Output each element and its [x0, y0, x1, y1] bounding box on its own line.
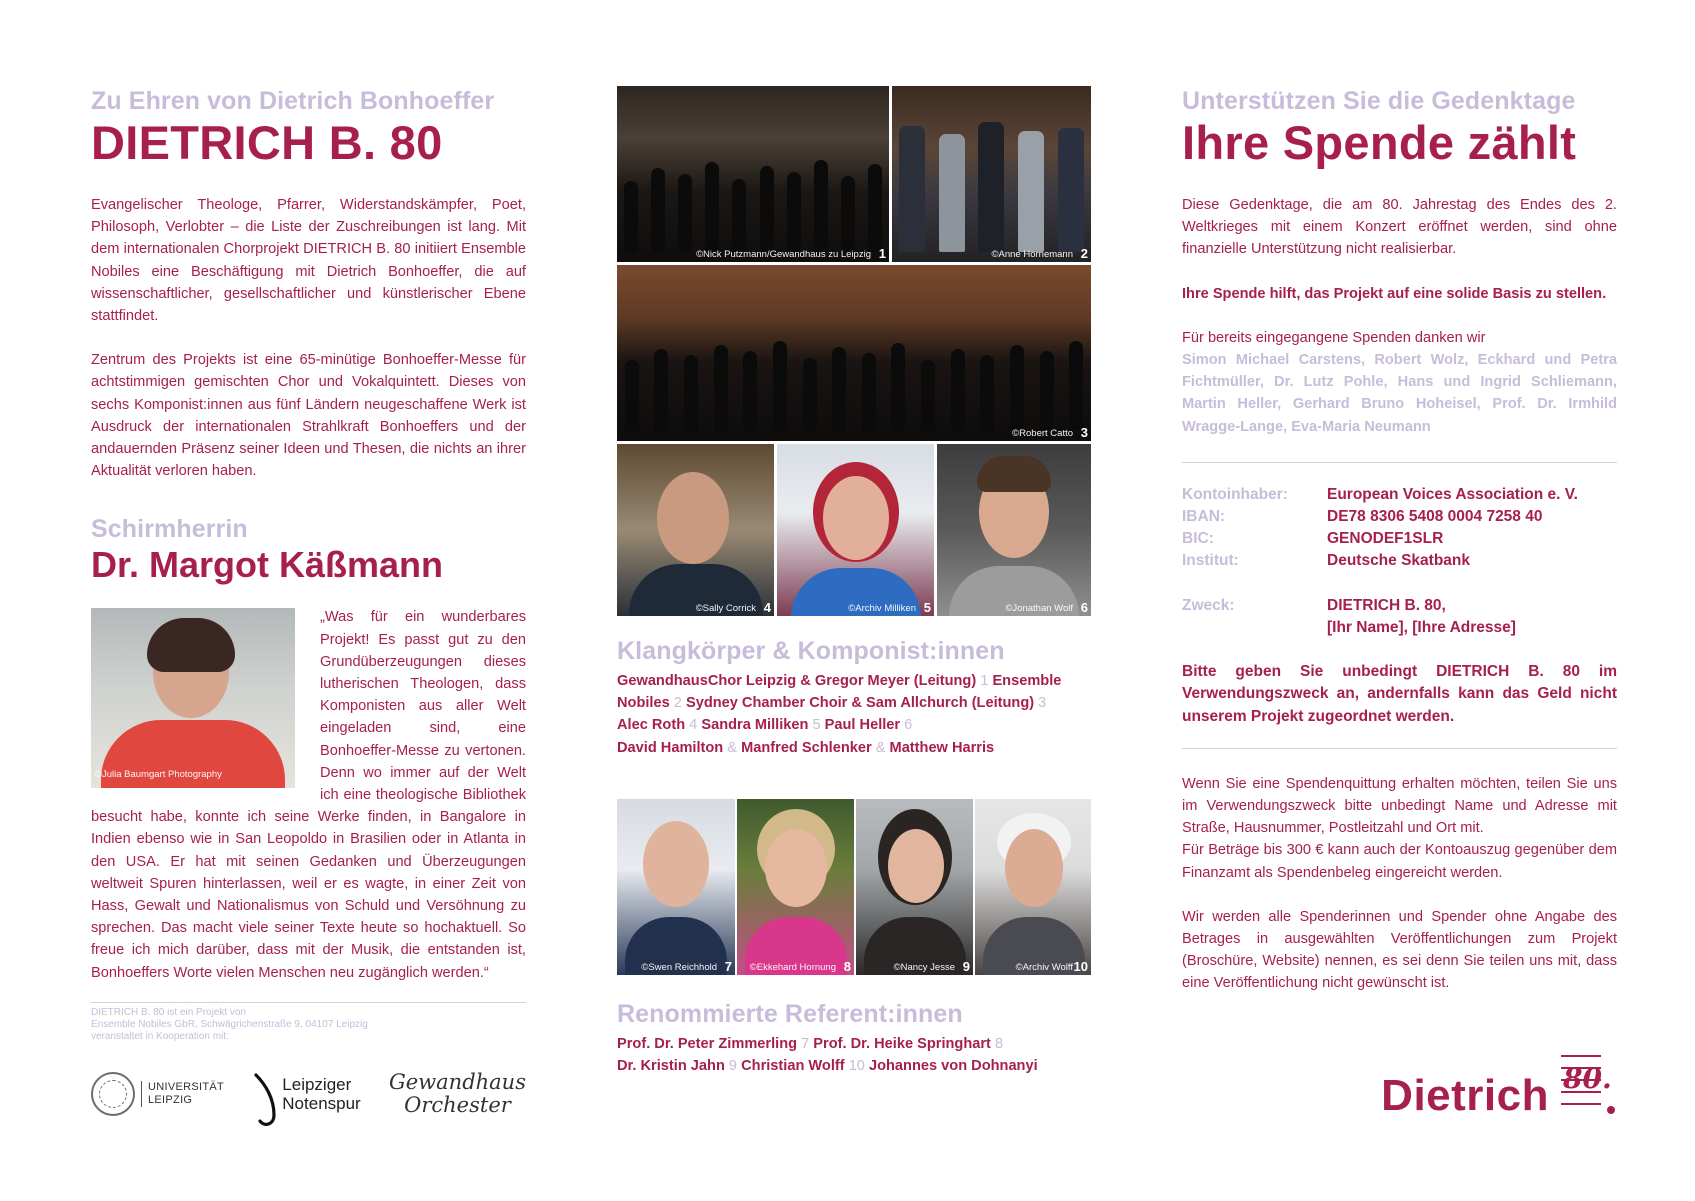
divider: [91, 1002, 526, 1003]
patron-name: Dr. Margot Käßmann: [91, 544, 444, 586]
university-seal-icon: [91, 1072, 135, 1116]
composer-number: 4: [689, 717, 698, 734]
logo-text: Notenspur: [282, 1093, 361, 1113]
patron-kicker: Schirmherrin: [91, 515, 248, 544]
photo-number: 3: [1080, 425, 1088, 440]
divider: [1182, 462, 1617, 463]
speaker-number: 9: [728, 1058, 738, 1075]
composer-name: Matthew Harris: [889, 739, 995, 756]
bank-purpose: DIETRICH B. 80,: [1327, 596, 1446, 614]
photo-credit: ©Archiv Wolff: [1015, 961, 1073, 973]
photo-number: 8: [843, 958, 851, 974]
patron-quote-area: [91, 606, 526, 983]
patron-photo: [91, 608, 295, 788]
donation-text: [1182, 194, 1617, 438]
speaker-name: Christian Wolff: [741, 1058, 845, 1075]
donor-names: Simon Michael Carstens, Robert Wolz, Eckhard und Petra Fichtmüller, Dr. Lutz Pohle, Hans und Ingrid Schliemann, Martin Heller, Gerhard Bruno Hoheisel, Prof. Dr. Irmhild Wragge-Lange, Eva-Maria Neumann: [1182, 352, 1617, 435]
donation-intro: Diese Gedenktage, die am 80. Jahrestag des Endes des 2. Weltkrieges mit einem Konzert eröffnet werden, sind ohne finanzielle Unterstützung nicht realisierbar.: [1182, 197, 1617, 258]
photo-alec-roth: [617, 444, 774, 616]
purpose-warning: Bitte geben Sie unbedingt DIETRICH B. 80 im Verwendungszweck an, andernfalls kann das Geld nicht unserem Projekt zugeordnet werden.: [1182, 663, 1617, 725]
ampersand: &: [727, 739, 738, 756]
logo-text: Gewandhaus: [388, 1069, 526, 1094]
thanks-intro: Für bereits eingegangene Spenden danken wir: [1182, 329, 1486, 346]
speaker-number: 7: [801, 1035, 810, 1052]
partner-logos: [91, 1063, 526, 1125]
bank-bic: GENODEF1SLR: [1327, 530, 1444, 548]
music-staff-80-icon: [1555, 1050, 1617, 1116]
photo-credit: ©Nick Putzmann/Gewandhaus zu Leipzig: [696, 249, 871, 260]
logo-mark-text: 80.: [1563, 1062, 1612, 1095]
composer-name: Sandra Milliken: [701, 717, 809, 734]
photo-number: 7: [724, 958, 732, 974]
photo-gewandhauschor: [617, 86, 889, 262]
photo-credit: ©Robert Catto: [1012, 428, 1073, 439]
bank-purpose: [Ihr Name], [Ihre Adresse]: [1327, 619, 1516, 637]
bank-label: Institut:: [1182, 552, 1239, 570]
photo-sandra-milliken: [777, 444, 934, 616]
patron-quote: „Was für ein wunderbares Projekt! Es passt gut zu den Grundüberzeugungen dieses lutherischen Theologen, dass Komponisten aus aller Welt eingeladen sind, eine Bonhoeffer-Messe zu vertonen. Denn wo immer auf der Welt ich eine theologische Bibliothek besucht habe, konnte ich seine Werke finden, in Bangalore in Indien ebenso wie in San Leopoldo in Brasilien oder in Atlanta in den USA. Er hat mit seinen Gedanken und Überzeugungen weltweit Spuren hinterlassen, weil er es wagte, in einer Zeit von Hass, Gewalt und Nationalismus von Schuld und Versöhnung zu sprechen. Das macht viele seiner Texte heute so hochaktuell. So freue ich mich darüber, dass mit der Musik, die entstanden ist, Bonhoeffers Worte vielen Menschen neu zugänglich werden.“: [91, 609, 526, 981]
imprint-line: Ensemble Nobiles GbR, Schwägrichenstraße 9, 04107 Leipzig: [91, 1018, 368, 1030]
speaker-name: Johannes von Dohnanyi: [868, 1058, 1038, 1075]
photo-credit: ©Archiv Milliken: [848, 603, 916, 614]
photo-number: 9: [962, 958, 970, 974]
composer-number: 6: [904, 717, 913, 734]
bank-label: Zweck:: [1182, 596, 1235, 614]
speaker-name: Prof. Dr. Peter Zimmerling: [617, 1035, 798, 1052]
intro-paragraph: Zentrum des Projekts ist eine 65-minütige Bonhoeffer-Messe für achtstimmigen gemischten Chor und Vokalquintett. Dieses von sechs Komponist:innen aus fünf Ländern neugeschaffene Werk ist Ausdruck der internationalen Strahlkraft Bonhoeffers und der andauernden Präsenz seiner Ideen und Thesen, die nichts an ihrer Aktualität verloren haben.: [91, 352, 526, 480]
composer-name: Paul Heller: [824, 717, 901, 734]
ensemble-number: 3: [1038, 695, 1047, 712]
photo-number: 1: [878, 246, 886, 261]
ensemble-name: GewandhausChor Leipzig & Gregor Meyer (Leitung): [617, 673, 977, 689]
bank-account-holder: European Voices Association e. V.: [1327, 485, 1578, 503]
composer-name: Manfred Schlenker: [741, 739, 872, 756]
patron-hair: [147, 618, 235, 672]
patron-section: [91, 514, 526, 586]
photo-credit: ©Anne Hornemann: [991, 249, 1073, 260]
speaker-photo-row: [617, 799, 1091, 975]
ensemble-number: 2: [673, 695, 682, 712]
right-column: [1182, 86, 1617, 995]
imprint-line: veranstaltet in Kooperation mit:: [91, 1030, 229, 1042]
bank-institute: Deutsche Skatbank: [1327, 552, 1470, 570]
speaker-name: Dr. Kristin Jahn: [617, 1058, 725, 1075]
imprint: [91, 1007, 526, 1043]
left-column: [91, 86, 526, 1125]
photo-ensemble-nobiles: [892, 86, 1091, 262]
bank-details: [1182, 484, 1617, 639]
left-title: DIETRICH B. 80: [91, 116, 443, 169]
photo-number: 10: [1073, 958, 1088, 974]
composer-name: Alec Roth: [617, 717, 686, 734]
ensembles-heading: Klangkörper & Komponist:innen: [617, 637, 1005, 665]
receipt-request: Wenn Sie eine Spendenquittung erhalten möchten, teilen Sie uns im Verwendungszweck bitte unbedingt Name und Adresse mit Straße, Hausnummer, Postleitzahl und Ort mit.: [1182, 775, 1617, 837]
ensembles-list: [617, 670, 1091, 759]
photo-credit: ©Ekkehard Hornung: [749, 961, 836, 973]
ensemble-photo-grid: [617, 86, 1091, 616]
middle-column: [617, 86, 1091, 1077]
photo-credit: ©Nancy Jesse: [893, 961, 955, 973]
bank-label: IBAN:: [1182, 508, 1226, 526]
ensemble-name: Ensemble Nobiles: [617, 673, 1062, 712]
photo-number: 2: [1080, 246, 1088, 261]
photo-number: 5: [923, 600, 931, 615]
photo-number: 6: [1080, 600, 1088, 615]
logo-text: LEIPZIG: [148, 1093, 193, 1106]
leipziger-notenspur-logo: [252, 1075, 360, 1113]
photo-credit: ©Sally Corrick: [695, 603, 756, 614]
speaker-number: 10: [848, 1058, 865, 1075]
bank-label: Kontoinhaber:: [1182, 485, 1288, 503]
publication-note: Wir werden alle Spenderinnen und Spender ohne Angabe des Betrages in ausgewählten Veröffentlichungen zum Projekt (Broschüre, Website) nennen, es sei denn Sie teilen uns mit, dass eine Veröffentlichung nicht gewünscht ist.: [1182, 908, 1617, 992]
imprint-line: DIETRICH B. 80 ist ein Projekt von: [91, 1006, 247, 1018]
left-kicker: Zu Ehren von Dietrich Bonhoeffer: [91, 87, 495, 115]
receipt-info: [1182, 773, 1617, 995]
logo-text: Orchester: [404, 1092, 511, 1117]
ampersand: &: [875, 739, 886, 756]
ensemble-number: 1: [980, 673, 989, 689]
photo-paul-heller: [937, 444, 1091, 616]
photo-sydney-chamber-choir: [617, 265, 1091, 441]
receipt-bank-statement: Für Beträge bis 300 € kann auch der Kontoauszug gegenüber dem Finanzamt als Spendenbeleg eingereicht werden.: [1182, 842, 1617, 881]
speaker-name: Prof. Dr. Heike Springhart: [813, 1035, 991, 1052]
bank-label: BIC:: [1182, 530, 1214, 548]
photo-christian-wolff: [975, 799, 1091, 975]
composer-name: David Hamilton: [617, 739, 724, 756]
logo-text: Leipziger: [282, 1074, 352, 1094]
photo-credit: ©Jonathan Wolf: [1005, 603, 1073, 614]
photo-credit: ©Julia Baumgart Photography: [95, 769, 222, 781]
donation-appeal: Ihre Spende hilft, das Projekt auf eine solide Basis zu stellen.: [1182, 285, 1607, 302]
logo-wordmark: Dietrich: [1381, 1071, 1549, 1120]
photo-heike-springhart: [737, 799, 854, 975]
speaker-number: 8: [994, 1035, 1004, 1052]
composer-number: 5: [812, 717, 821, 734]
photo-number: 4: [763, 600, 771, 615]
notenspur-swoosh-icon: [252, 1069, 286, 1129]
photo-credit: ©Swen Reichhold: [641, 961, 717, 973]
right-kicker: Unterstützen Sie die Gedenktage: [1182, 87, 1576, 115]
university-leipzig-logo: [91, 1072, 224, 1116]
ensemble-name: Sydney Chamber Choir & Sam Allchurch (Leitung): [685, 695, 1035, 712]
gewandhaus-orchester-logo: [389, 1071, 526, 1117]
intro-text: [91, 194, 526, 482]
photo-peter-zimmerling: [617, 799, 735, 975]
dietrich-80-logo: [1381, 1050, 1617, 1118]
receipt-paragraph: [1182, 773, 1617, 884]
bank-iban: DE78 8306 5408 0004 7258 40: [1327, 508, 1543, 526]
intro-paragraph: Evangelischer Theologe, Pfarrer, Widerstandskämpfer, Poet, Philosoph, Verlobter – die Liste der Zuschreibungen ist lang. Mit dem internationalen Chorprojekt DIETRICH B. 80 initiiert Ensemble Nobiles eine Beschäftigung mit Dietrich Bonhoeffer, die auf wissenschaftlicher, gesellschaftlicher und künstlerischer Ebene stattfindet.: [91, 197, 526, 325]
photo-kristin-jahn: [856, 799, 973, 975]
speakers-list: [617, 1033, 1091, 1077]
logo-text: UNIVERSITÄT: [148, 1080, 225, 1093]
donors-section: [1182, 327, 1617, 438]
divider: [1182, 748, 1617, 749]
speakers-heading: Renommierte Referent:innen: [617, 999, 963, 1028]
right-title: Ihre Spende zählt: [1182, 116, 1577, 169]
